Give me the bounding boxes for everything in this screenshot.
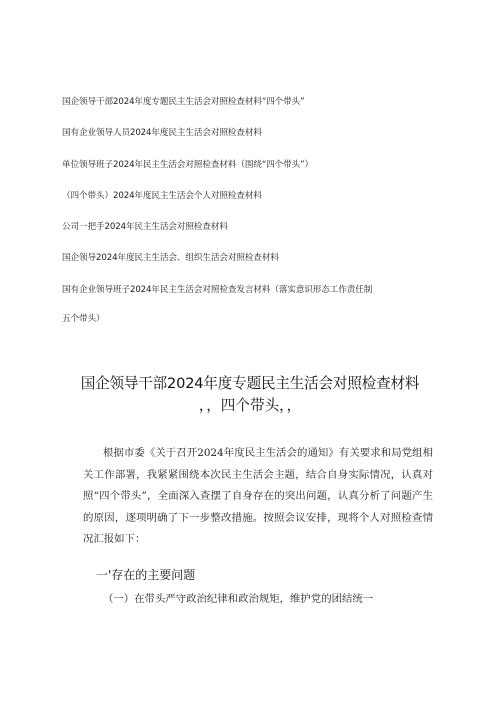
- toc-item[interactable]: 国有企业领导人员2024年度民主生活会对照检查材料: [62, 128, 262, 139]
- intro-paragraph: 根据市委《关于召开2024年度民主生活会的通知》有关要求和局党组相关工作部署，我紧紧围绕本次民主生活会主题，结合自身实际情况，认真对照“四个带头”，全面深入查摆了自身存在的突出问题，认真分析了问题产生的原因，逐项明确了下一步整改措施。按照会议安排，现将个人对照检查情况汇报如下：: [83, 447, 433, 546]
- sub-heading: （一）在带头严守政治纪律和政治规矩，维护党的团结统一: [103, 593, 374, 605]
- section-heading: 一'存在的主要问题: [96, 568, 196, 582]
- toc-item[interactable]: 公司一把手2024年民主生活会对照检查材料: [62, 222, 228, 233]
- toc-item[interactable]: 国有企业领导班子2024年民主生活会对照检查发言材料（落实意识形态工作责任制: [62, 284, 373, 295]
- table-of-contents: [62, 96, 462, 344]
- document-title: 国企领导干部2024年度专题民主生活会对照检查材料: [80, 375, 420, 392]
- toc-item[interactable]: 单位领导班子2024年民主生活会对照检查材料（围绕“四个带头”）: [62, 159, 314, 170]
- toc-item-continuation[interactable]: 五个带头）: [62, 314, 105, 325]
- document-title-line2: ，，四个带头，，: [198, 397, 302, 414]
- toc-item[interactable]: （四个带头）2024年度民主生活会个人对照检查材料: [62, 190, 262, 201]
- toc-item[interactable]: 国企领导2024年度民主生活会、组织生活会对照检查材料: [62, 253, 279, 264]
- toc-item[interactable]: 国企领导干部2024年度专题民主生活会对照检查材料“四个带头”: [62, 97, 305, 107]
